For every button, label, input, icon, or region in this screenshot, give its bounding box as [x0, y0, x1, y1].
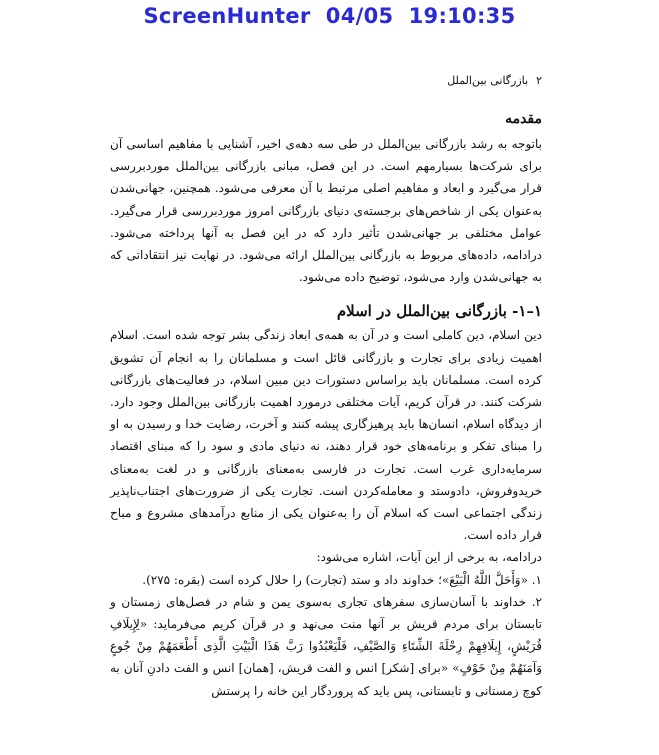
- continuation-line: درادامه، به برخی از این آیات، اشاره می‌شود:: [316, 550, 542, 565]
- intro-paragraph: باتوجه به رشد بازرگانی بین‌الملل در طی سه دهه‌ی اخیر، آشنایی با مفاهیم اساسی آن برای شرکت‌ها بسیارمهم است. در این فصل، مبانی بازرگانی بین‌الملل موردبررسی قرار می‌گیرد و ابعاد و مفاهیم اصلی مرتبط با آن معرفی می‌شود. همچنین، جهانی‌شدن به‌عنوان یکی از شاخص‌های برجسته‌ی دنیای بازرگانی امروز موردبررسی قرار می‌گیرد. عوامل مختلفی بر جهانی‌شدن تأثیر دارد که در این فصل به آنها پرداخته می‌شود. درادامه، داده‌های مربوط به بازرگانی بین‌الملل ارائه می‌شود. در نهایت نیز انتقاداتی که به جهانی‌شدن وارد می‌شود، توضیح داده می‌شود.: [110, 137, 542, 285]
- running-header: [110, 74, 542, 87]
- running-title: بازرگانی بین‌الملل: [447, 74, 529, 87]
- page-number: ۲: [536, 74, 542, 87]
- section-paragraph: دین اسلام، دین کاملی است و در آن به همه‌ی ابعاد زندگی بشر توجه شده است. اسلام اهمیت زیادی برای تجارت و بازرگانی قائل است و مسلمانان را به انجام آن تشویق کرده است. مسلمانان باید براساس دستورات دین مبین اسلام، در فعالیت‌های بازرگانی شرکت کنند. در قرآن کریم، آیات مختلفی درمورد اهمیت بازرگانی بین‌الملل وجود دارد. از دیدگاه اسلام، انسان‌ها باید پرهیزگاری پیشه کنند و آخرت، رضایت خدا و رسیدن به او را مبنای تفکر و برنامه‌های خود قرار دهند، نه دنیای مادی و سود را که مبنای اقتصاد سرمایه‌داری غرب است. تجارت در فارسی به‌معنای بازرگانی و در لغت به‌معنای خرید‌وفروش، دادوستد و معامله‌کردن است. تجارت یکی از ضرورت‌های اجتناب‌ناپذیر زندگی اجتماعی است که اسلام آن را به‌عنوان یکی از منابع درآمدهای مشروع و مباح قرار داده است.: [110, 328, 542, 543]
- book-page: [110, 68, 542, 702]
- screenhunter-watermark: ScreenHunter 04/05 19:10:35: [143, 4, 516, 28]
- section-heading: ۱–۱- بازرگانی بین‌الملل در اسلام: [336, 302, 542, 321]
- list-item: ۲. خداوند با آسان‌سازی سفرهای تجاری به‌سوی یمن و شام در فصل‌های زمستان و تابستان برای مردم قریش بر آنها منت می‌نهد و در قرآن کریم می‌فرماید: «لِإِیلَافِ قُرَیْشٍ، إِیلَافِهِمْ رِحْلَةَ الشِّتَاءِ وَالصَّیْفِ، فَلْیَعْبُدُوا رَبَّ هَذَا الْبَیْتِ الَّذِی أَطْعَمَهُمْ مِنْ جُوعٍ وَآمَنَهُمْ مِنْ خَوْفٍ» «برای [شکر] انس و الفت قریش، [همان] انس و الفت دادنِ آنان به کوچ زمستانی و تابستانی، پس باید که پروردگار این خانه را پرستش: [110, 594, 542, 698]
- intro-heading: مقدمه: [505, 111, 542, 127]
- list-item: ۱. «وَأَحَلَّ اللَّهُ الْبَيْعَ»؛ خداوند داد و ستد (تجارت) را حلال کرده است (بقره: ۲۷۵).: [142, 572, 542, 587]
